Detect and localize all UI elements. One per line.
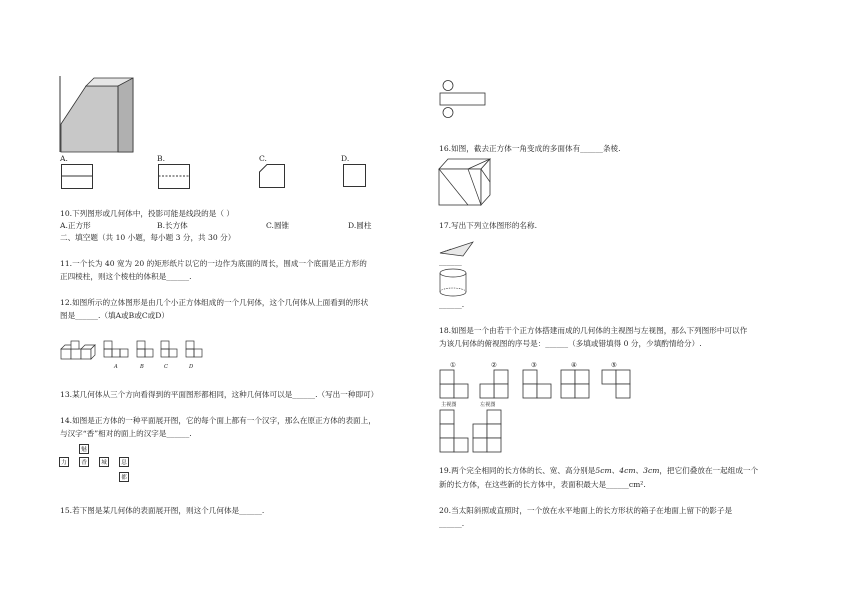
net-cell-top: 魅 <box>79 444 89 454</box>
q10-option-b: B.长方体 <box>157 221 188 230</box>
q18-num-5: ⑤ <box>611 361 617 369</box>
q20-line1: 20.当太阳斜照或直照时，一个放在水平地面上的长方形状的箱子在地面上留下的影子是 <box>439 506 733 515</box>
q12-line2: 图是______.（填A或B或C或D） <box>60 311 169 320</box>
q14-line2: 与汉字“香”相对的面上的汉字是______. <box>60 429 192 438</box>
q19-line1-pre: 19.两个完全相同的长方体的长、宽、高分别是 <box>439 466 596 475</box>
q10-option-a: A.正方形 <box>60 221 91 230</box>
q17-blank-2: ______. <box>439 300 465 309</box>
option-b-figure <box>158 164 190 190</box>
net-cell-3: 城 <box>99 457 109 467</box>
net-cell-bottom: 都 <box>119 472 129 482</box>
q14-line1: 14.如图是正方体的一种平面展开图，它的每个面上都有一个汉字，那么在原正方体的表面上， <box>60 416 376 425</box>
q17-blank-1: ______ <box>439 257 462 266</box>
q18-num-4: ④ <box>571 361 577 369</box>
q12-label-c: C <box>164 364 168 370</box>
option-c-label: C. <box>259 154 267 163</box>
section-heading: 二、填空题（共 10 小题，每小题 3 分，共 30 分） <box>60 233 236 242</box>
q10-stem: 10.下列图形或几何体中，投影可能是线段的是（ ） <box>60 209 234 218</box>
q18-num-3: ③ <box>531 361 537 369</box>
q11-line1: 11.一个长为 40 宽为 20 的矩形纸片以它的一边作为底面的周长，围成一个底面是正方形的 <box>60 259 367 268</box>
q18-num-1: ① <box>450 361 456 369</box>
prism-figure <box>58 74 138 154</box>
cylinder-figure <box>439 268 469 298</box>
net-cell-2: 香 <box>79 457 89 467</box>
q10-option-d: D.圆柱 <box>348 221 372 230</box>
truncated-cube-figure <box>438 157 492 207</box>
cylinder-net-figure <box>438 80 488 120</box>
q18-line1: 18.如图是一个由若干个正方体搭建而成的几何体的主视图与左视图，那么下列图形中可以作 <box>439 326 748 335</box>
q19-dims: 5cm、4cm、3cm <box>595 466 660 475</box>
option-d-label: D. <box>341 154 350 163</box>
q12-label-a: A <box>114 364 118 370</box>
q12-line1: 12.如图所示的立体图形是由几个小正方体组成的一个几何体，这个几何体从上面看到的形状 <box>60 298 369 307</box>
option-a-figure <box>61 164 93 190</box>
option-b-label: B. <box>157 154 165 163</box>
option-d-figure <box>343 164 367 188</box>
q19-line2: 新的长方体，在这些新的长方体中，表面积最大是______cm². <box>439 480 646 489</box>
q17-stem: 17.写出下列立体图形的名称. <box>439 221 538 230</box>
option-c-figure <box>259 164 285 188</box>
left-view-label: 左视图 <box>480 402 496 408</box>
q12-option-figures <box>104 341 204 361</box>
q13-stem: 13.某几何体从三个方向看得到的平面图形都相同，这种几何体可以是______.（写出一种即可） <box>60 390 379 399</box>
q18-num-2: ② <box>491 361 497 369</box>
net-cell-4: 息 <box>119 457 129 467</box>
q18-line2: 为该几何体的俯视图的序号是：______（多填或错填得 0 分，少填酌情给分）. <box>439 339 702 348</box>
q18-option-figures <box>439 368 639 402</box>
q12-label-b: B <box>140 364 144 370</box>
q20-line2: ______. <box>439 519 465 528</box>
q16-stem: 16.如图，截去正方体一角变成的多面体有______条棱. <box>439 144 621 153</box>
q19-line1 <box>439 465 758 476</box>
q19-line1-post: ，把它们叠放在一起组成一个 <box>659 466 759 475</box>
q18-views-figure <box>439 408 505 454</box>
q11-line2: 正四棱柱，则这个棱柱的体积是______. <box>60 272 192 281</box>
main-view-label: 主视图 <box>441 402 457 408</box>
q10-option-c: C.圆锥 <box>266 221 290 230</box>
option-a-label: A. <box>60 154 68 163</box>
net-cell-1: 力 <box>59 457 69 467</box>
q12-label-d: D <box>189 364 194 370</box>
cube-stack-figure <box>60 340 98 362</box>
q15-stem: 15.若下图是某几何体的表面展开图，则这个几何体是______. <box>60 506 265 515</box>
